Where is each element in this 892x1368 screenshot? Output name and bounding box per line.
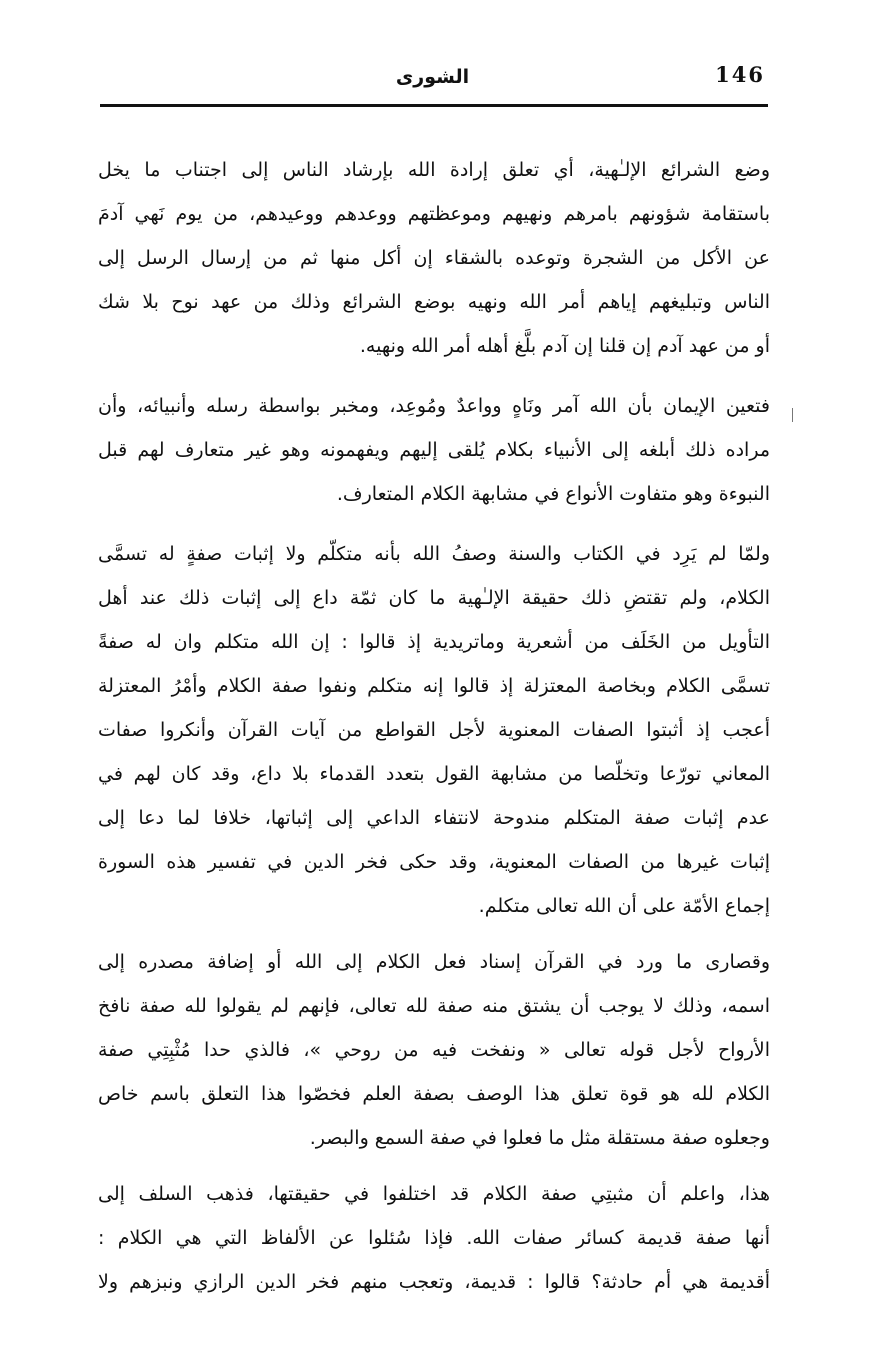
text-line: اسمه، وذلك لا يوجب أن يشتق منه صفة لله تعالى، فإنهم لم يقولوا لله صفة نافخ xyxy=(98,995,770,1017)
text-line: أقديمة هي أم حادثة؟ قالوا : قديمة، وتعجب منهم فخر الدين الرازي ونبزهم ولا xyxy=(98,1271,770,1293)
text-line: مراده ذلك أبلغه إلى الأنبياء بكلام يُلقى إليهم ويفهمونه وهو غير متعارف لهم قبل xyxy=(98,439,770,461)
paragraph xyxy=(98,940,770,1160)
text-line: إثبات غيرها من الصفات المعنوية، وقد حكى فخر الدين في تفسير هذه السورة xyxy=(98,851,770,873)
page-header xyxy=(100,58,765,102)
text-line: أعجب إذ أثبتوا الصفات المعنوية لأجل القواطع من آيات القرآن وأنكروا صفات xyxy=(98,719,770,741)
paragraph xyxy=(98,532,770,928)
text-line: المعاني تورّعا وتخلّصا من مشابهة القول بتعدد القدماء بلا داع، وقد كان لهم في xyxy=(98,763,770,785)
paragraph xyxy=(98,1172,770,1304)
margin-mark xyxy=(792,408,793,422)
text-line: النبوءة وهو متفاوت الأنواع في مشابهة الكلام المتعارف. xyxy=(336,483,770,505)
text-line: هذا، واعلم أن مثبتِي صفة الكلام قد اختلفوا في حقيقتها، فذهب السلف إلى xyxy=(98,1183,770,1205)
text-line: إجماع الأمّة على أن الله تعالى متكلم. xyxy=(478,895,770,917)
header-rule xyxy=(100,104,768,107)
text-line: وجعلوه صفة مستقلة مثل ما فعلوا في صفة السمع والبصر. xyxy=(309,1127,770,1149)
running-title: الشورى xyxy=(395,66,470,88)
text-line: ولمّا لم يَرِد في الكتاب والسنة وصفُ الله بأنه متكلّم ولا إثبات صفةٍ له تسمَّى xyxy=(98,543,770,565)
text-line: أنها صفة قديمة كسائر صفات الله. فإذا سُئلوا عن الألفاظ التي هي الكلام : xyxy=(98,1227,770,1249)
text-line: فتعين الإيمان بأن الله آمر ونَاهٍ وواعدٌ ومُوعِد، ومخبر بواسطة رسله وأنبيائه، وأن xyxy=(98,395,770,417)
text-line: عن الأكل من الشجرة وتوعده بالشقاء إن أكل منها ثم من إرسال الرسل إلى xyxy=(98,247,770,269)
text-line: باستقامة شؤونهم بامرهم ونهيهم وموعظتهم ووعدهم ووعيدهم، من يوم نَهي آدمَ xyxy=(98,203,770,225)
body-text xyxy=(98,148,770,1304)
text-line: التأويل من الخَلَف من أشعرية وماتريدية إذ قالوا : إن الله متكلم وان له صفةً xyxy=(98,631,770,653)
text-line: عدم إثبات صفة المتكلم مندوحة لانتفاء الداعي إلى إثباتها، خلافا لما دعا إلى xyxy=(98,807,770,829)
paragraph xyxy=(98,148,770,368)
text-line: أو من عهد آدم إن قلنا إن آدم بلَّغ أهله أمر الله ونهيه. xyxy=(359,335,770,357)
text-line: وقصارى ما ورد في القرآن إسناد فعل الكلام إلى الله أو إضافة مصدره إلى xyxy=(98,951,770,973)
text-line: الكلام، ولم تقتضِ ذلك حقيقة الإلـٰهية ما كان ثمّة داع إلى إثبات ذلك عند أهل xyxy=(98,587,770,609)
text-line: تسمَّى الكلام وبخاصة المعتزلة إذ قالوا إنه متكلم ونفوا صفة الكلام وأمْرُ المعتزلة xyxy=(98,675,770,697)
paragraph xyxy=(98,384,770,516)
text-line: الناس وتبليغهم إياهم أمر الله ونهيه بوضع الشرائع وذلك من عهد نوح بلا شك xyxy=(98,291,770,313)
text-line: وضع الشرائع الإلـٰهية، أي تعلق إرادة الله بإرشاد الناس إلى اجتناب ما يخل xyxy=(98,159,770,181)
text-line: الأرواح لأجل قوله تعالى « ونفخت فيه من روحي »، فالذي حدا مُثْبِتِي صفة xyxy=(98,1039,770,1061)
text-line: الكلام لله هو قوة تعلق هذا الوصف بصفة العلم فخصّوا هذا التعلق باسم خاص xyxy=(98,1083,770,1105)
page-number: 146 xyxy=(715,62,765,87)
